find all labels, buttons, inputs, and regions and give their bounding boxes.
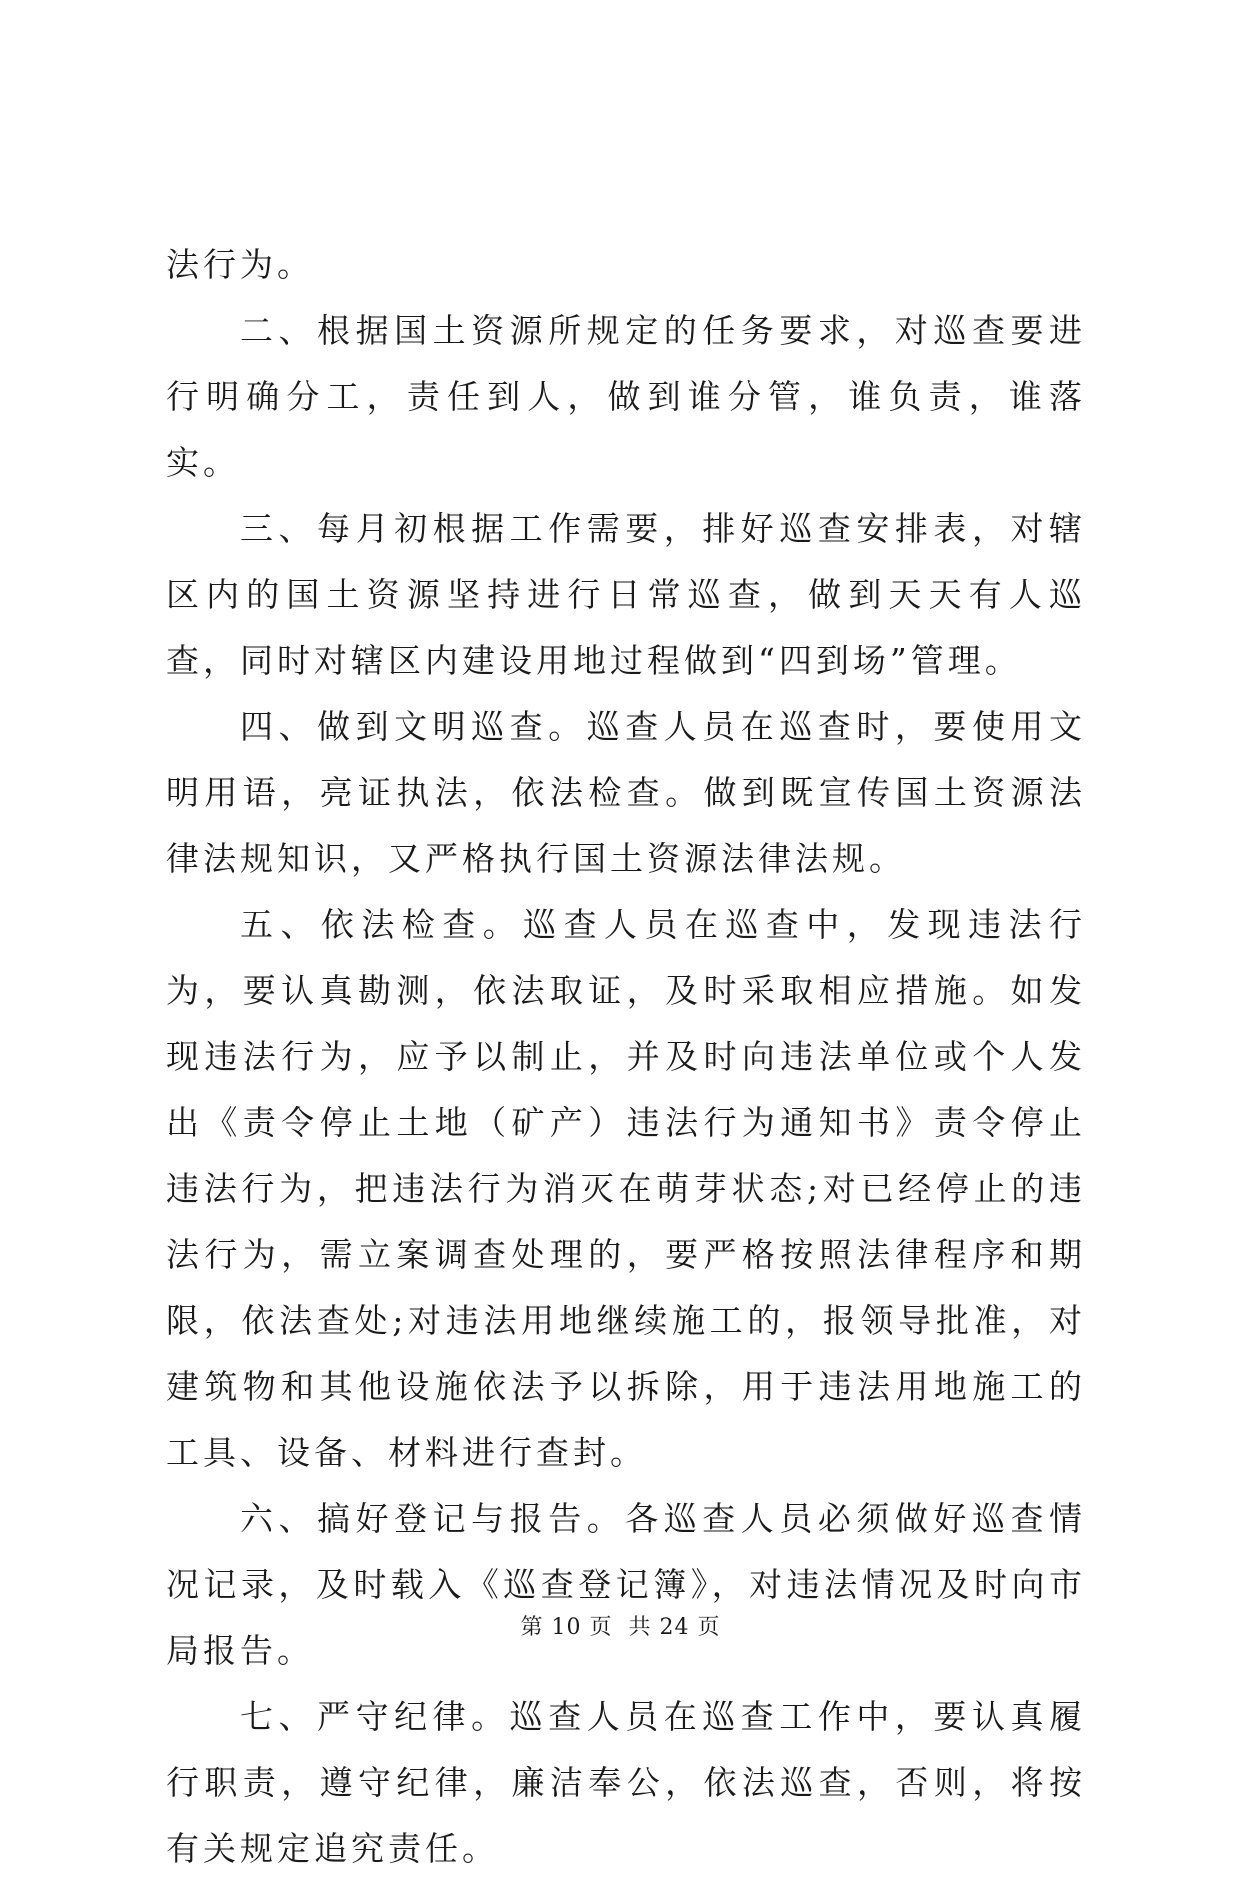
paragraph-item-7: 七、严守纪律。巡查人员在巡查工作中，要认真履行职责，遵守纪律，廉洁奉公，依法巡查，否则，将按有关规定追究责任。: [166, 1697, 1086, 1868]
paragraph-item-3: 三、每月初根据工作需要，排好巡查安排表，对辖区内的国土资源坚持进行日常巡查，做到天天有人巡查，同时对辖区内建设用地过程做到“四到场”管理。: [166, 509, 1086, 680]
paragraph-item-4: 四、做到文明巡查。巡查人员在巡查时，要使用文明用语，亮证执法，依法检查。做到既宣传国土资源法律法规知识，又严格执行国土资源法律法规。: [166, 707, 1086, 878]
paragraph-item-6: 六、搞好登记与报告。各巡查人员必须做好巡查情况记录，及时载入《巡查登记簿》，对违法情况及时向市局报告。: [166, 1499, 1086, 1670]
page-total: 共 24 页: [628, 1615, 721, 1640]
paragraph-item-2: 二、根据国土资源所规定的任务要求，对巡查要进行明确分工，责任到人，做到谁分管，谁负责，谁落实。: [166, 311, 1086, 482]
page-footer: [0, 1610, 1241, 1641]
page-number: 第 10 页: [520, 1615, 613, 1640]
paragraph-item-5: 五、依法检查。巡查人员在巡查中，发现违法行为，要认真勘测，依法取证，及时采取相应措施。如发现违法行为，应予以制止，并及时向违法单位或个人发出《责令停止土地（矿产）违法行为通知书》责令停止违法行为，把违法行为消灭在萌芽状态;对已经停止的违法行为，需立案调查处理的，要严格按照法律程序和期限，依法查处;对违法用地继续施工的，报领导批准，对建筑物和其他设施依法予以拆除，用于违法用地施工的工具、设备、材料进行查封。: [166, 905, 1086, 1472]
paragraph-continuation: 法行为。: [166, 245, 314, 284]
